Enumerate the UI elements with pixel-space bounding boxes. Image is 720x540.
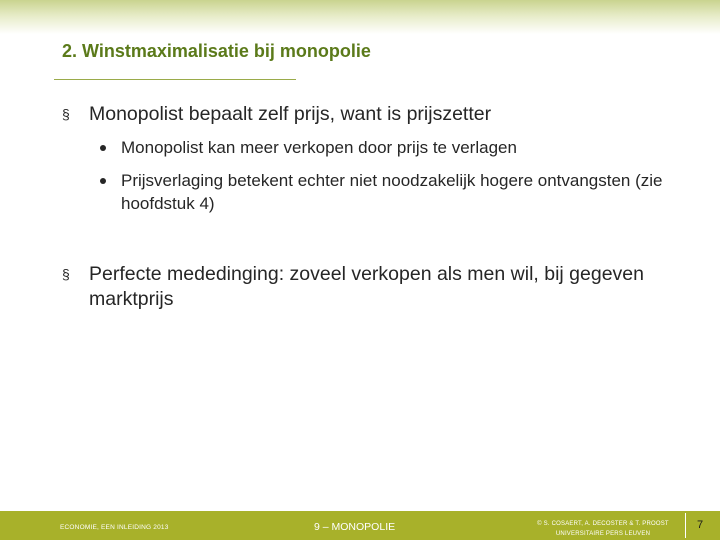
sub-bullet-1-text: Monopolist kan meer verkopen door prijs te verlagen — [121, 138, 517, 157]
bullet-2 — [62, 262, 669, 312]
bullet-1 — [62, 102, 689, 127]
sub-bullet-2-text: Prijsverlaging betekent echter niet noodzakelijk hogere ontvangsten (zie hoofdstuk 4) — [121, 171, 663, 213]
page-number: 7 — [697, 519, 704, 531]
footer-chapter: 9 – MONOPOLIE — [314, 521, 396, 533]
footer-bar — [0, 511, 720, 540]
sub-bullet-2 — [66, 169, 681, 215]
footer-divider — [685, 513, 686, 538]
bullet-1-text: Monopolist bepaalt zelf prijs, want is prijszetter — [89, 103, 492, 125]
header-gradient-band — [0, 0, 720, 34]
footer-copyright — [528, 519, 678, 539]
dot-bullet-icon — [100, 145, 106, 151]
title-underline — [54, 79, 296, 80]
dot-bullet-icon — [100, 178, 106, 184]
section-bullet-icon: § — [62, 266, 70, 282]
section-bullet-icon: § — [62, 106, 70, 122]
bullet-2-text: Perfecte mededinging: zoveel verkopen als men wil, bij gegeven marktprijs — [89, 263, 644, 310]
slide-title: 2. Winstmaximalisatie bij monopolie — [62, 41, 371, 61]
footer-book-title: ECONOMIE, EEN INLEIDING 2013 — [60, 524, 169, 531]
footer-copyright-publisher: UNIVERSITAIRE PERS LEUVEN — [555, 531, 651, 537]
sub-bullet-1 — [66, 136, 701, 159]
footer-copyright-authors: © S. COSAERT, A. DECOSTER & T. PROOST — [537, 521, 669, 527]
